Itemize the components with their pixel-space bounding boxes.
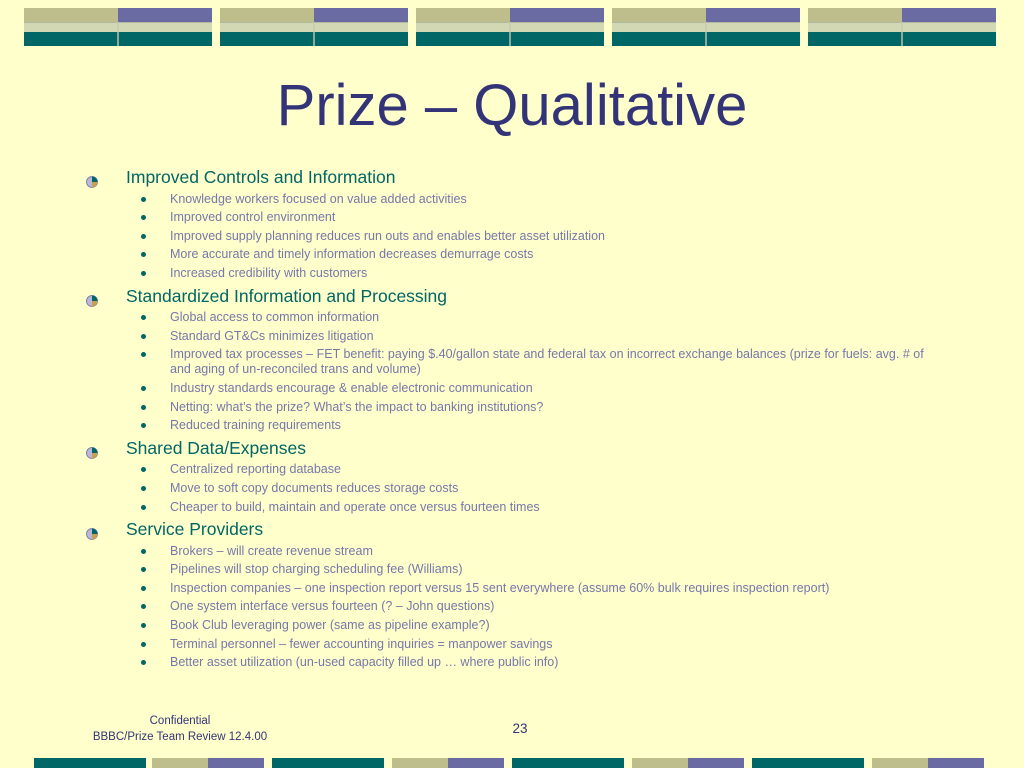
dot-bullet-icon <box>141 386 146 391</box>
list-item <box>86 418 946 433</box>
dot-bullet-icon <box>141 334 146 339</box>
list-item-text: Move to soft copy documents reduces storage costs <box>170 480 459 495</box>
list-item-text: Brokers – will create revenue stream <box>170 543 373 558</box>
banner-tile <box>220 8 408 46</box>
dot-bullet-icon <box>141 586 146 591</box>
banner-tile <box>416 8 604 46</box>
list-item <box>86 381 946 396</box>
footer-confidential: Confidential <box>149 715 211 727</box>
list-item-text: Cheaper to build, maintain and operate once versus fourteen times <box>170 499 540 514</box>
list-item-text: Centralized reporting database <box>170 462 341 477</box>
page-number: 23 <box>512 721 528 736</box>
dot-bullet-icon <box>141 604 146 609</box>
banner-tile <box>612 8 800 46</box>
slide-content <box>86 166 946 674</box>
dot-bullet-icon <box>141 315 146 320</box>
list-item <box>86 347 946 377</box>
top-decorative-banner <box>0 8 1024 48</box>
list-item-text: Better asset utilization (un-used capacity filled up … where public info) <box>170 655 559 670</box>
list-item <box>86 310 946 325</box>
bottom-banner-tile <box>34 758 146 768</box>
list-item-text: Book Club leveraging power (same as pipeline example?) <box>170 618 490 633</box>
list-item-text: Improved tax processes – FET benefit: paying $.40/gallon state and federal tax on incorrect exchange balances (prize for fuels: avg. # of and aging of un-reconciled trans and volume) <box>170 347 924 377</box>
dot-bullet-icon <box>141 660 146 665</box>
bottom-banner-tile <box>632 758 744 768</box>
list-item <box>86 329 946 344</box>
list-item <box>86 544 946 559</box>
pie-bullet-icon <box>86 442 98 454</box>
list-item <box>86 599 946 614</box>
banner-tile <box>24 8 212 46</box>
bottom-banner-tile <box>272 758 384 768</box>
list-item <box>86 655 946 670</box>
dot-bullet-icon <box>141 549 146 554</box>
dot-bullet-icon <box>141 352 146 357</box>
footer-review-label: BBBC/Prize Team Review 12.4.00 <box>92 731 268 743</box>
list-item-text: Terminal personnel – fewer accounting inquiries = manpower savings <box>170 636 553 651</box>
list-item <box>86 581 946 596</box>
list-item-text: Pipelines will stop charging scheduling fee (Williams) <box>170 562 463 577</box>
list-item-text: Reduced training requirements <box>170 418 341 433</box>
pie-bullet-icon <box>86 171 98 183</box>
list-item-text: Netting: what’s the prize? What’s the impact to banking institutions? <box>170 399 544 414</box>
list-item <box>86 500 946 515</box>
dot-bullet-icon <box>141 623 146 628</box>
list-item-text: Global access to common information <box>170 310 380 325</box>
section-heading-text: Shared Data/Expenses <box>126 437 306 458</box>
section-heading <box>86 518 946 540</box>
dot-bullet-icon <box>141 197 146 202</box>
dot-bullet-icon <box>141 271 146 276</box>
dot-bullet-icon <box>141 423 146 428</box>
list-item <box>86 562 946 577</box>
pie-bullet-icon <box>86 290 98 302</box>
list-item <box>86 192 946 207</box>
list-item-text: Improved supply planning reduces run outs and enables better asset utilization <box>170 228 605 243</box>
section-heading-text: Improved Controls and Information <box>126 167 396 187</box>
list-item <box>86 266 946 281</box>
bottom-banner-tile <box>392 758 504 768</box>
dot-bullet-icon <box>141 505 146 510</box>
list-item <box>86 637 946 652</box>
section-heading <box>86 166 946 188</box>
bottom-banner-tile <box>752 758 864 768</box>
section-heading-text: Standardized Information and Processing <box>126 285 448 306</box>
bottom-banner-tile <box>872 758 984 768</box>
list-item-text: Industry standards encourage & enable electronic communication <box>170 380 533 395</box>
dot-bullet-icon <box>141 467 146 472</box>
dot-bullet-icon <box>141 215 146 220</box>
slide-title: Prize – Qualitative <box>276 73 748 138</box>
dot-bullet-icon <box>141 234 146 239</box>
list-item-text: One system interface versus fourteen (? – John questions) <box>170 599 495 614</box>
list-item-text: Improved control environment <box>170 210 336 225</box>
section-heading <box>86 437 946 459</box>
banner-tile <box>808 8 996 46</box>
list-item-text: Knowledge workers focused on value added activities <box>170 191 467 206</box>
section-heading-text: Service Providers <box>126 519 264 540</box>
dot-bullet-icon <box>141 405 146 410</box>
section-heading <box>86 285 946 307</box>
list-item-text: Increased credibility with customers <box>170 265 368 280</box>
list-item <box>86 229 946 244</box>
pie-bullet-icon <box>86 523 98 535</box>
bottom-banner-tile <box>152 758 264 768</box>
list-item <box>86 618 946 633</box>
bottom-decorative-banner <box>0 758 1024 768</box>
list-item-text: Standard GT&Cs minimizes litigation <box>170 328 374 343</box>
dot-bullet-icon <box>141 642 146 647</box>
list-item <box>86 210 946 225</box>
list-item <box>86 481 946 496</box>
list-item <box>86 247 946 262</box>
dot-bullet-icon <box>141 486 146 491</box>
footer-info <box>90 713 270 745</box>
bottom-banner-tile <box>512 758 624 768</box>
list-item <box>86 400 946 415</box>
list-item-text: More accurate and timely information decreases demurrage costs <box>170 247 534 262</box>
dot-bullet-icon <box>141 252 146 257</box>
list-item-text: Inspection companies – one inspection report versus 15 sent everywhere (assume 60% bulk requires inspection report) <box>170 580 830 595</box>
list-item <box>86 462 946 477</box>
dot-bullet-icon <box>141 567 146 572</box>
